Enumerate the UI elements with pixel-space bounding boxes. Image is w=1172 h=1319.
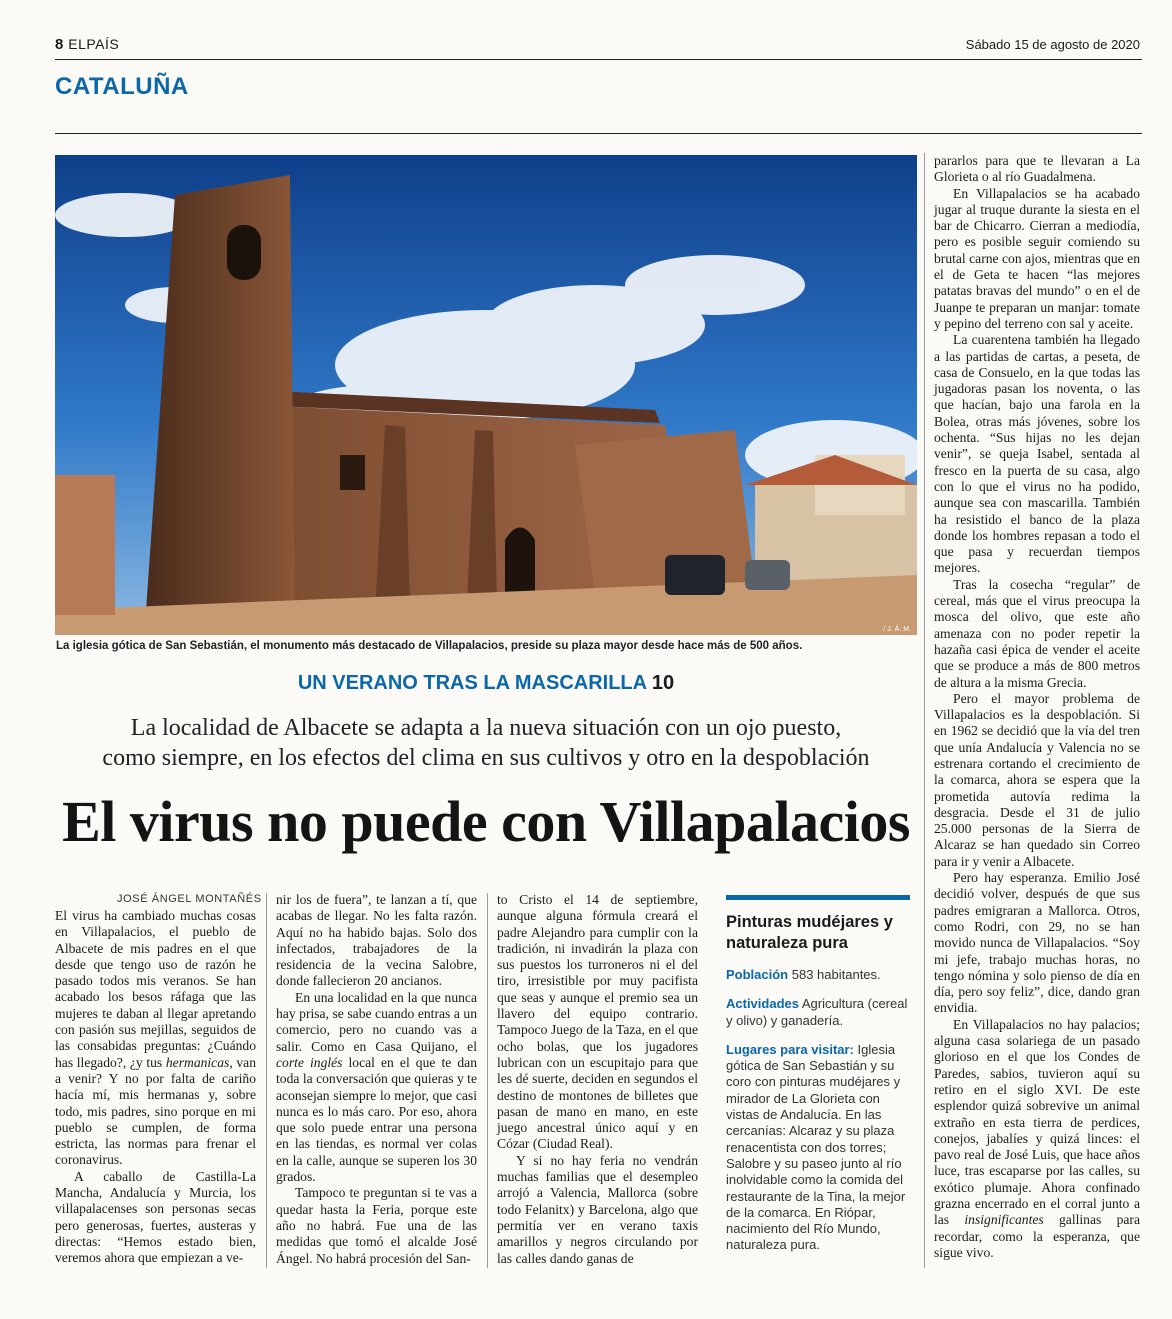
article-column-4 xyxy=(934,153,1140,1261)
sidebar-places: Lugares para visitar: Iglesia gótica de San Sebastián y su coro con pinturas mudéjares y mirador de La Glorieta con vistas de Andalucía. En las cercanías: Alcaraz y su plaza renacentista con dos torres; Salobre y su paseo junto al río inolvidable como la comida del restaurante de la Tina, la mejor de la comarca. En Riópar, nacimiento del Río Mundo, naturaleza pura. xyxy=(726,1041,906,1253)
photo-caption-text: La iglesia gótica de San Sebastián, el monumento más destacado de Villapalacios, preside su plaza mayor desde hace más de 500 años. xyxy=(56,640,803,652)
page-number-value: 8 xyxy=(55,36,64,53)
paragraph: En Villapalacios se ha acabado jugar al truque durante la siesta en el bar de Chicarro. Cierran a mediodía, pero es posible seguir comiendo su brutal carne con ajos, mientras que en el de Geta te hacen “las mejores patatas bravas del mundo” o en el de Juanpe te preparan un manjar: tomate y pepino del terreno con sal y aceite. xyxy=(934,185,1140,331)
section-rule xyxy=(55,133,1142,134)
paragraph: to Cristo el 14 de septiembre, aunque alguna fórmula creará el padre Alejandro para cumplir con la tradición, ni invadirán la plaza con sus puestos los turroneros ni el del tiro, irresistible por muy pacifista que seas y aunque el premio sea un llavero del equipo contrario. Tampoco Juego de la Taza, en el que ocho bolas, que los jugadores lubrican con un escupitajo para que les dé suerte, deciden en segundos el destino de montones de billetes que pasan de mano en mano, en este juego ancestral único aquí y en Cózar (Ciudad Real). xyxy=(497,892,698,1152)
subheadline xyxy=(55,713,917,773)
article-column-2 xyxy=(276,892,477,1267)
sidebar-activities: Actividades Agricultura (cereal y olivo) y ganadería. xyxy=(726,996,908,1028)
column-divider xyxy=(924,153,925,1268)
newspaper-name: ELPAÍS xyxy=(68,36,120,52)
paragraph: La cuarentena también ha llegado a las partidas de cartas, a peseta, de casa de Consuelo, en la que todas las jugadoras pasan los noventa, o las que hacían, bajo una farola en la Bolea, otras más jóvenes, sobre los ochenta. “Sus hijas no les dejan venir”, se queja Isabel, sentada al fresco en la puerta de su casa, algo con lo que el virus no ha podido, aunque sea con mascarilla. También ha resistido el banco de la plaza donde los hombres repasan a todo el que pasa y recuerdan tiempos mejores. xyxy=(934,332,1140,576)
paragraph: En Villapalacios no hay palacios; alguna casa solariega de un pasado glorioso en el que los Condes de Paredes, sabios, tuvieron aquí su retiro en el siglo XVI. De este esplendor quizá sobrevive un animal extraño en esta tierra de perdices, conejos, jabalíes y quizá linces: el pavo real de José Luis, que hace años luce, tras escaparse por las calles, su exótico plumaje. Ahora confinado grazna encerrado en el corral junto a las insignificantes gallinas para recordar, como la esperanza, que sigue vivo. xyxy=(934,1016,1140,1260)
article-column-1 xyxy=(55,908,256,1267)
headline: El virus no puede con Villapalacios xyxy=(62,789,910,854)
photo-credit: / J. Á. M. xyxy=(883,626,911,633)
paragraph: A caballo de Castilla-La Mancha, Andalucía y Murcia, los villapalacenses son personas secas pero generosas, fuertes, austeras y directas: “Hemos estado bien, veremos ahora que empiezan a ve- xyxy=(55,1168,256,1266)
series-label xyxy=(55,672,917,695)
issue-date: Sábado 15 de agosto de 2020 xyxy=(965,37,1140,52)
paragraph: Pero hay esperanza. Emilio José decidió volver, después de que sus padres emigraran a Mallorca. Otros, como Rodri, con 29, no se han movido nunca de Villapalacios. “Soy mi jefe, trabajo muchas horas, no tengo nómina y solo pienso de día en día, pero soy feliz”, dice, dando gran envidia. xyxy=(934,870,1140,1016)
paragraph: Pero el mayor problema de Villapalacios es la despoblación. Si en 1962 se decidió que la vía del tren que unía Andalucía y Valencia no se estrenara cortando el crecimiento de la comarca, ahora se espera que la prometida autovía redima la desgracia. Desde el 31 de julio 25.000 personas de la Sierra de Alcaraz se han quedado sin Correo para ir y venir a Albacete. xyxy=(934,690,1140,869)
paragraph: Tras la cosecha “regular” de cereal, más que el virus preocupa la mosca del olivo, que este año amenaza con no poder repetir la hazaña casi épica de vender el aceite que se produce a más de 800 metros de altura a la misma Grecia. xyxy=(934,576,1140,690)
sidebar-title: Pinturas mudéjares y naturaleza pura xyxy=(726,913,893,952)
sidebar-population: Población 583 habitantes. xyxy=(726,967,881,982)
church-photo xyxy=(55,155,917,635)
info-sidebar xyxy=(726,895,910,1254)
sidebar-accent-bar xyxy=(726,895,910,900)
page-number xyxy=(55,36,119,53)
column-divider xyxy=(266,893,267,1268)
paragraph: El virus ha cambiado muchas cosas en Villapalacios, el pueblo de Albacete de mis padres en el que desde que tengo uso de razón he pasado todos mis veranos. Se han acabado los besos ráfaga que las mujeres te daban al llegar apretando con pasión sus mejillas, seguidos de las consabidas preguntas: ¿Cuándo has llegado?, ¿y tus hermanicas, van a venir? Y no por falta de cariño hacía mí, mis hermanas y, sobre todo, mis padres, sino porque en mi pueblo se cumplen, de forma estricta, las normas para frenar el coronavirus. xyxy=(55,908,256,1168)
paragraph: Tampoco te preguntan si te vas a quedar hasta la Feria, porque este año no habrá. Fue una de las medidas que tomó el alcalde José Ángel. No habrá procesión del San- xyxy=(276,1185,477,1266)
paragraph: pararlos para que te llevaran a La Glorieta o al río Guadalmena. xyxy=(934,153,1140,185)
article-column-3 xyxy=(497,892,698,1267)
header-rule xyxy=(55,59,1142,60)
byline: JOSÉ ÁNGEL MONTAÑÉS xyxy=(117,893,262,905)
section-title: CATALUÑA xyxy=(55,73,189,100)
subheadline-line-2: como siempre, en los efectos del clima en sus cultivos y otro en la despoblación xyxy=(102,745,870,771)
subheadline-line-1: La localidad de Albacete se adapta a la nueva situación con un ojo puesto, xyxy=(130,715,842,741)
series-title: UN VERANO TRAS LA MASCARILLA xyxy=(297,672,647,694)
paragraph: Y si no hay feria no vendrán muchas familias que el desempleo arrojó a Valencia, Mallorca (sobre todo Felanitx) y Barcelona, algo que permitía ver en verano taxis amarillos y negros circulando por las calles dando ganas de xyxy=(497,1152,698,1266)
paragraph: En una localidad en la que nunca hay prisa, se sabe cuando entras a un comercio, pero no cuando vas a salir. Como en Casa Quijano, el corte inglés local en el que te dan toda la conversación que quieras y te aconsejan siempre lo mejor, que casi nunca es lo más caro. Por eso, ahora que solo puede entrar una persona en las tiendas, es normal ver colas en la calle, aunque se superen los 30 grados. xyxy=(276,989,477,1185)
series-number: 10 xyxy=(651,672,675,694)
paragraph: nir los de fuera”, te lanzan a tí, que acabas de llegar. No les falta razón. Aquí no ha habido bajas. Solo dos infectados, trabajadores de la residencia de la vecina Salobre, donde fallecieron 20 ancianos. xyxy=(276,892,477,989)
column-divider xyxy=(487,893,488,1268)
photo-caption xyxy=(56,640,918,652)
